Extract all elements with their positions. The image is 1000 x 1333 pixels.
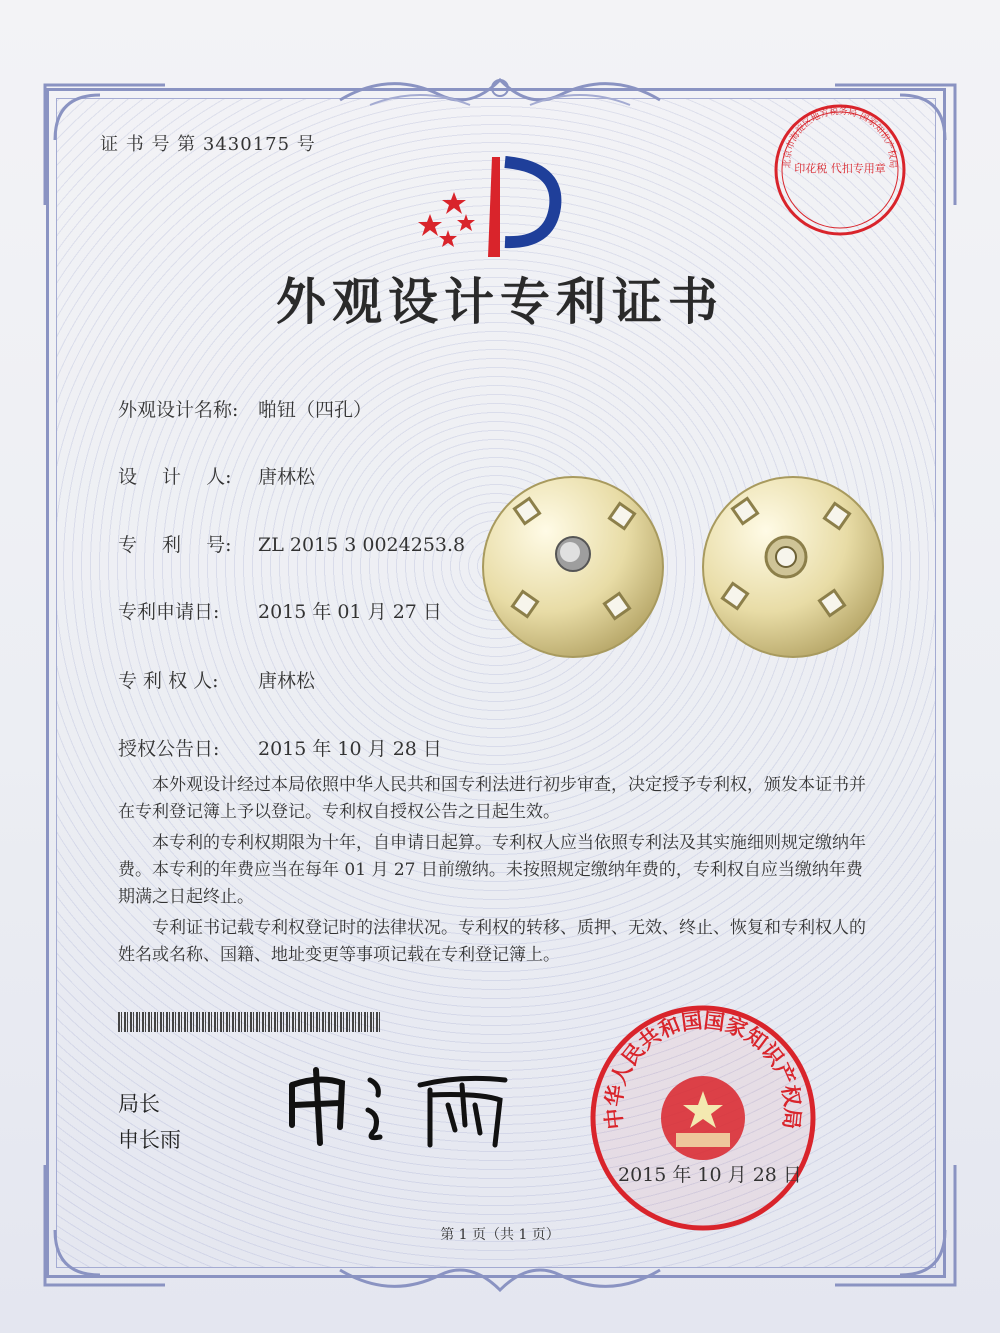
field-value: 2015 年 01 月 27 日 <box>258 601 442 623</box>
certificate-terms <box>118 772 878 973</box>
barcode <box>118 1012 380 1032</box>
page-title: 外观设计专利证书 <box>276 273 724 331</box>
field-designer <box>118 462 315 489</box>
official-seal <box>588 1003 818 1233</box>
field-label: 外观设计名称: <box>118 399 239 421</box>
field-value: 唐林松 <box>258 670 316 692</box>
cnipa-logo <box>410 152 580 262</box>
field-value: 啪钮（四孔） <box>258 399 373 421</box>
chief-name: 申长雨 <box>118 1128 181 1152</box>
terms-paragraph-3: 专利证书记载专利权登记时的法律状况。专利权的转移、质押、无效、终止、恢复和专利权人的姓名或名称、国籍、地址变更等事项记载在专利登记簿上。 <box>118 918 866 965</box>
terms-paragraph-2: 本专利的专利权期限为十年，自申请日起算。专利权人应当依照专利法及其实施细则规定缴纳年费。本专利的年费应当在每年 01 月 27 日前缴纳。未按照规定缴纳年费的，专利权自应当缴纳年费期满之日起终止。 <box>118 833 866 907</box>
certificate-number: 证 书 号 第 3430175 号 <box>100 134 316 155</box>
field-value: ZL 2015 3 0024253.8 <box>258 534 466 556</box>
snap-button-photo-male <box>478 472 668 662</box>
field-label: 专利申请日: <box>118 601 220 623</box>
snap-button-photo-female <box>698 472 888 662</box>
svg-text:中华人民共和国国家知识产权局: 中华人民共和国国家知识产权局 <box>601 1008 805 1131</box>
page-footer: 第 1 页（共 1 页） <box>440 1227 560 1243</box>
terms-paragraph-1: 本外观设计经过本局依照中华人民共和国专利法进行初步审查，决定授予专利权，颁发本证书并在专利登记簿上予以登记。专利权自授权公告之日起生效。 <box>118 775 866 822</box>
handwritten-signature <box>280 1055 520 1150</box>
field-label: 专 利 号: <box>118 534 232 556</box>
chief-title: 局长 <box>118 1092 160 1116</box>
svg-text:印花税 代扣专用章: 印花税 代扣专用章 <box>794 162 886 175</box>
field-application-date <box>118 597 442 624</box>
top-ornament <box>330 70 670 115</box>
field-label: 专 利 权 人: <box>118 670 219 692</box>
field-grant-date <box>118 734 442 761</box>
tax-stamp-seal <box>770 100 910 240</box>
field-value: 唐林松 <box>258 466 316 488</box>
field-label: 设 计 人: <box>118 466 232 488</box>
svg-text:北京市海淀区地方税务局 国家知识产权局: 北京市海淀区地方税务局 国家知识产权局 <box>782 106 898 169</box>
field-patent-number <box>118 530 465 557</box>
field-design-name <box>118 395 372 422</box>
bottom-ornament <box>330 1255 670 1300</box>
field-patentee <box>118 666 315 693</box>
field-value: 2015 年 10 月 28 日 <box>258 738 442 760</box>
seal-date: 2015 年 10 月 28 日 <box>618 1164 802 1186</box>
field-label: 授权公告日: <box>118 738 220 760</box>
